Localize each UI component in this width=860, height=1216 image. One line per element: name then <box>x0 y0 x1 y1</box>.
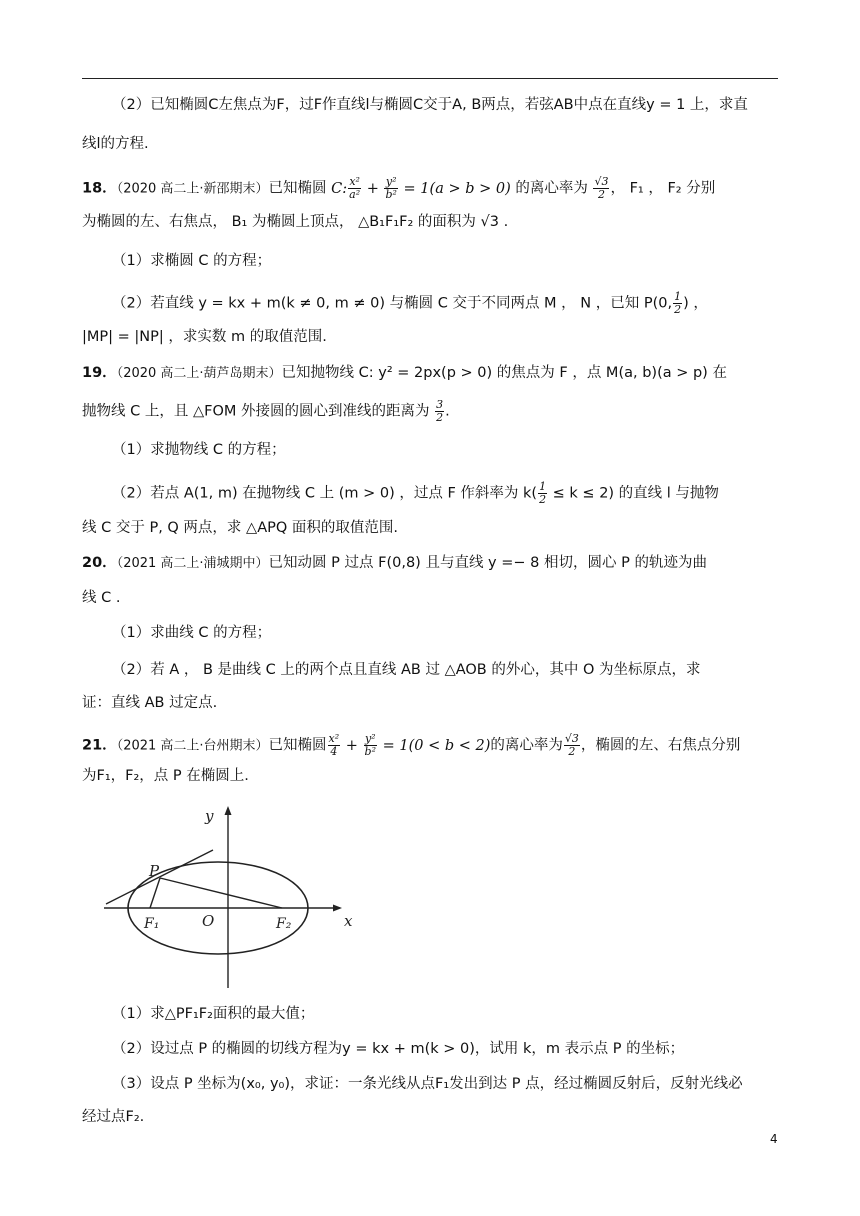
q21-text-a: 已知椭圆 <box>268 737 327 754</box>
q20-source: （2021 高二上·浦城期中） <box>116 556 269 571</box>
q19-line2: 抛物线 C 上，且 △FOM 外接圆的圆心到准线的距离为 $\frac{3}{2}$ . <box>82 398 450 424</box>
q19-source: （2020 高二上·葫芦岛期末） <box>116 366 282 381</box>
q19-text-a: 已知抛物线 C: y² = 2px(p > 0) 的焦点为 F ，点 M(a, b)(a > p) 在 <box>281 365 727 381</box>
q18-line1 <box>82 176 782 201</box>
page-number: 4 <box>770 1132 778 1146</box>
q20-line2: 线 C . <box>82 590 121 606</box>
q17-part2-line2: 线l的方程. <box>82 136 149 152</box>
q18-source: （2020 高二上·新邵期末） <box>116 181 269 197</box>
q21-part1: （1）求△PF₁F₂面积的最大值； <box>112 1006 315 1022</box>
q18-text-a: 已知椭圆 <box>268 180 327 197</box>
q21-text-c: ，椭圆的左、右焦点分别 <box>580 737 741 754</box>
point-p-label: P <box>149 862 160 880</box>
q19-part2-line2: 线 C 交于 P, Q 两点，求 △APQ 面积的取值范围. <box>82 520 398 536</box>
q18-ellipse-equation: C: $\frac{\text{x²}}{\text{a²}}$ + $\frac{\text{y²}}{\text{b²}}$ = 1(a > b > 0) <box>331 175 511 201</box>
q19-line1 <box>82 363 782 384</box>
q19-slope-fraction: $\frac{1}{2}$ <box>539 480 547 506</box>
q21-part3: （3）设点 P 坐标为(x₀, y₀)，求证：一条光线从点F₁发出到达 P 点，经过椭圆反射后，反射光线必 <box>112 1076 743 1092</box>
q18-point-fraction: $\frac{1}{2}$ <box>674 290 682 316</box>
q20-text-a: 已知动圆 P 过点 F(0,8) 且与直线 y =− 8 相切，圆心 P 的轨迹为曲 <box>268 555 707 571</box>
q19-part1: （1）求抛物线 C 的方程； <box>112 442 286 458</box>
q21-eccentricity: $\frac{√3}{2}$ <box>564 732 579 758</box>
q19-number: 19． <box>82 365 117 381</box>
q18-part1: （1）求椭圆 C 的方程； <box>112 253 272 269</box>
q18-part2-line1: （2）若直线 y = kx + m(k ≠ 0, m ≠ 0) 与椭圆 C 交于不同两点 M ， N ，已知 P(0, $\frac{1}{2}$ ) ， <box>112 290 708 316</box>
q20-part2-line2: 证：直线 AB 过定点. <box>82 695 218 711</box>
origin-label: O <box>202 912 215 930</box>
q18-number: 18． <box>82 180 117 197</box>
segment-pf2 <box>160 878 282 908</box>
header-rule <box>82 78 778 79</box>
y-label: y <box>205 807 214 825</box>
f2-label: F₂ <box>276 916 292 932</box>
q20-part2-line1: （2）若 A ， B 是曲线 C 上的两个点且直线 AB 过 △AOB 的外心，其中 O 为坐标原点，求 <box>112 662 701 678</box>
q21-line1 <box>82 733 782 758</box>
q21-number: 21． <box>82 737 117 754</box>
q21-ellipse-equation: $\frac{\text{x²}}{4}$ + $\frac{\text{y²}}{\text{b²}}$ = 1(0 < b < 2) <box>328 732 491 758</box>
q21-part2: （2）设过点 P 的椭圆的切线方程为y = kx + m(k > 0)，试用 k，m 表示点 P 的坐标； <box>112 1041 685 1057</box>
x-axis-arrow <box>333 905 342 912</box>
f1-label: F₁ <box>144 916 160 932</box>
tangent-line <box>106 850 213 904</box>
q21-text-b: 的离心率为 <box>490 737 563 754</box>
y-axis-arrow <box>225 806 232 815</box>
q19-part2-line1: （2）若点 A(1, m) 在抛物线 C 上 (m > 0) ，过点 F 作斜率为 k( $\frac{1}{2}$ ≤ k ≤ 2) 的直线 l 与抛物 <box>112 480 719 506</box>
q20-line1 <box>82 553 782 574</box>
q21-source: （2021 高二上·台州期末） <box>116 738 269 754</box>
q18-line2: 为椭圆的左、右焦点， B₁ 为椭圆上顶点， △B₁F₁F₂ 的面积为 √3 . <box>82 214 509 230</box>
q20-part1: （1）求曲线 C 的方程； <box>112 625 272 641</box>
q18-part2-line2: |MP| = |NP| ，求实数 m 的取值范围. <box>82 329 327 345</box>
q19-distance-fraction: $\frac{3}{2}$ <box>436 398 444 424</box>
x-label: x <box>344 912 353 930</box>
ellipse-figure <box>100 800 370 990</box>
q18-eccentricity: $\frac{√3}{2}$ <box>594 175 609 201</box>
q21-part3-cont: 经过点F₂. <box>82 1109 145 1125</box>
q20-number: 20． <box>82 555 117 571</box>
q18-text-c: ， F₁ ， F₂ 分别 <box>610 180 716 197</box>
q21-line2: 为F₁，F₂，点 P 在椭圆上. <box>82 768 249 784</box>
q17-part2-line1: （2）已知椭圆C左焦点为F，过F作直线l与椭圆C交于A, B两点，若弦AB中点在直线y = 1 上，求直 <box>112 97 748 113</box>
q18-text-b: 的离心率为 <box>515 180 588 197</box>
segment-pf1 <box>150 878 160 908</box>
